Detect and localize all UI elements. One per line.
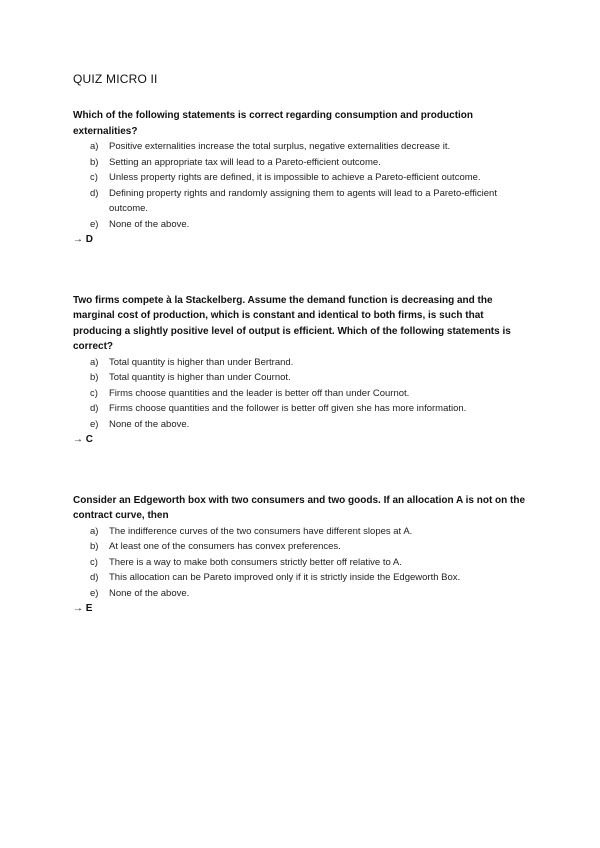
option-c: c) Firms choose quantities and the leader is better off than under Cournot. xyxy=(90,387,410,399)
option-a: a) The indifference curves of the two consumers have different slopes at A. xyxy=(90,525,413,537)
document-page xyxy=(73,72,533,617)
option-a: a) Total quantity is higher than under Bertrand. xyxy=(90,356,294,368)
option-list xyxy=(73,139,533,232)
question-text: Two firms compete à la Stackelberg. Assume the demand function is decreasing and the marginal cost of production, which is constant and identical to both firms, is such that producing a slightly positive level of output is efficient. Which of the following statements is correct? xyxy=(73,294,511,352)
option-d: d) This allocation can be Pareto improved only if it is strictly inside the Edgeworth Box. xyxy=(90,572,461,583)
option-d: d) Firms choose quantities and the follower is better off given she has more information. xyxy=(90,403,467,414)
question-1 xyxy=(73,108,533,248)
option-b: b) Setting an appropriate tax will lead to a Pareto-efficient outcome. xyxy=(90,156,381,168)
answer: → C xyxy=(73,434,93,445)
option-c: c) Unless property rights are defined, it is impossible to achieve a Pareto-efficient outcome. xyxy=(90,172,481,183)
answer: → D xyxy=(73,234,93,245)
option-d: d) Defining property rights and randomly assigning them to agents will lead to a Pareto-efficient outcome. xyxy=(90,187,497,214)
question-text: Consider an Edgeworth box with two consumers and two goods. If an allocation A is not on the contract curve, then xyxy=(73,494,526,521)
option-e: e) None of the above. xyxy=(90,218,190,230)
option-e: e) None of the above. xyxy=(90,587,190,599)
question-3 xyxy=(73,493,533,617)
question-text: Which of the following statements is correct regarding consumption and production externalities? xyxy=(73,110,474,137)
option-list xyxy=(73,355,533,433)
option-b: b) At least one of the consumers has convex preferences. xyxy=(90,541,341,552)
page-title: QUIZ MICRO II xyxy=(73,72,158,86)
question-2 xyxy=(73,293,533,448)
option-c: c) There is a way to make both consumers strictly better off relative to A. xyxy=(90,556,402,568)
answer: → E xyxy=(73,603,93,614)
option-e: e) None of the above. xyxy=(90,418,190,430)
option-a: a) Positive externalities increase the total surplus, negative externalities decrease it. xyxy=(90,141,451,152)
option-b: b) Total quantity is higher than under Cournot. xyxy=(90,372,291,383)
option-list xyxy=(73,524,533,602)
